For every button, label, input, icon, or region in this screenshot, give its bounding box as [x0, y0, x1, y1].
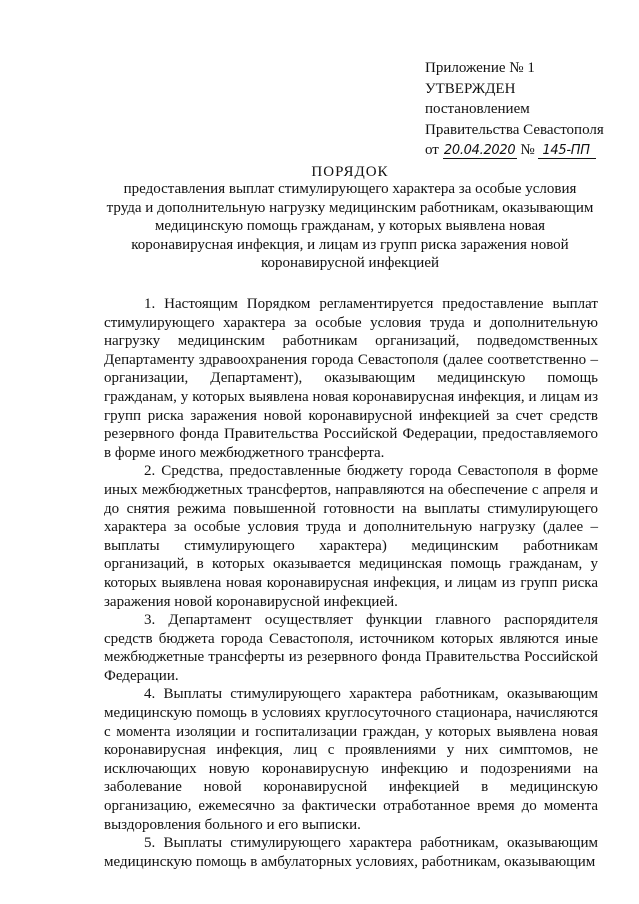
- decree-label: постановлением: [425, 101, 530, 117]
- paragraph-4: 4. Выплаты стимулирующего характера работникам, оказывающим медицинскую помощь в условиях круглосуточного стационара, начисляются с момента изоляции и госпитализации граждан, у которых выявлена новая коронавирусная инфекция, лиц с проявлениями у них симптомов, не исключающих новую коронавирусную инфекцию и подозрениями на заболевание новой коронавирусной инфекцией в медицинскую организацию, ежемесячно за фактически отработанное время до момента выздоровления больного и его выписки.: [104, 686, 598, 833]
- number-prefix: №: [520, 142, 535, 158]
- approved-label: УТВЕРЖДЕН: [425, 80, 516, 97]
- handwritten-date: 20.04.2020: [443, 143, 516, 158]
- document-title: ПОРЯДОК: [311, 164, 389, 180]
- approval-block: [425, 58, 630, 161]
- document-body: [104, 295, 598, 871]
- handwritten-number: 145-ПП: [538, 143, 596, 159]
- paragraph-5: 5. Выплаты стимулирующего характера работникам, оказывающим медицинскую помощь в амбулаторных условиях, работникам, оказывающим: [104, 835, 598, 870]
- appendix-label: Приложение № 1: [425, 60, 535, 76]
- authority-label: Правительства Севастополя: [425, 121, 604, 138]
- paragraph-2: 2. Средства, предоставленные бюджету города Севастополя в форме иных межбюджетных трансфертов, направляются на обеспечение с апреля и до снятия режима повышенной готовности на выплаты стимулирующего характера за особые условия труда и дополнительную нагрузку (далее – выплаты стимулирующего характера) медицинским работникам организаций, в которых оказывается медицинская помощь гражданам, у которых выявлена новая коронавирусная инфекция, и лицам из групп риска заражения новой коронавирусной инфекцией.: [104, 463, 598, 610]
- paragraph-1: 1. Настоящим Порядком регламентируется предоставление выплат стимулирующего характера за особые условия труда и дополнительную нагрузку медицинским работникам организаций, подведомственных Департаменту здравоохранения города Севастополя (далее соответственно – организации, Департамент), оказывающим медицинскую помощь гражданам, у которых выявлена новая коронавирусная инфекция, и лицам из групп риска заражения новой коронавирусной инфекцией за счет средств резервного фонда Правительства Российской Федерации, предоставляемого в форме иного межбюджетного трансферта.: [104, 296, 598, 461]
- paragraph-3: 3. Департамент осуществляет функции главного распорядителя средств бюджета города Севастополя, источником которых являются иные межбюджетные трансферты из резервного фонда Правительства Российской Федерации.: [104, 612, 598, 684]
- date-number-line: [425, 140, 630, 161]
- document-subtitle: предоставления выплат стимулирующего характера за особые условия труда и дополнительную нагрузку медицинским работникам, оказывающим медицинскую помощь гражданам, у которых выявлена новая коронавирусная инфекция, и лицам из групп риска заражения новой коронавирусной инфекцией: [106, 181, 594, 271]
- from-prefix: от: [425, 142, 439, 158]
